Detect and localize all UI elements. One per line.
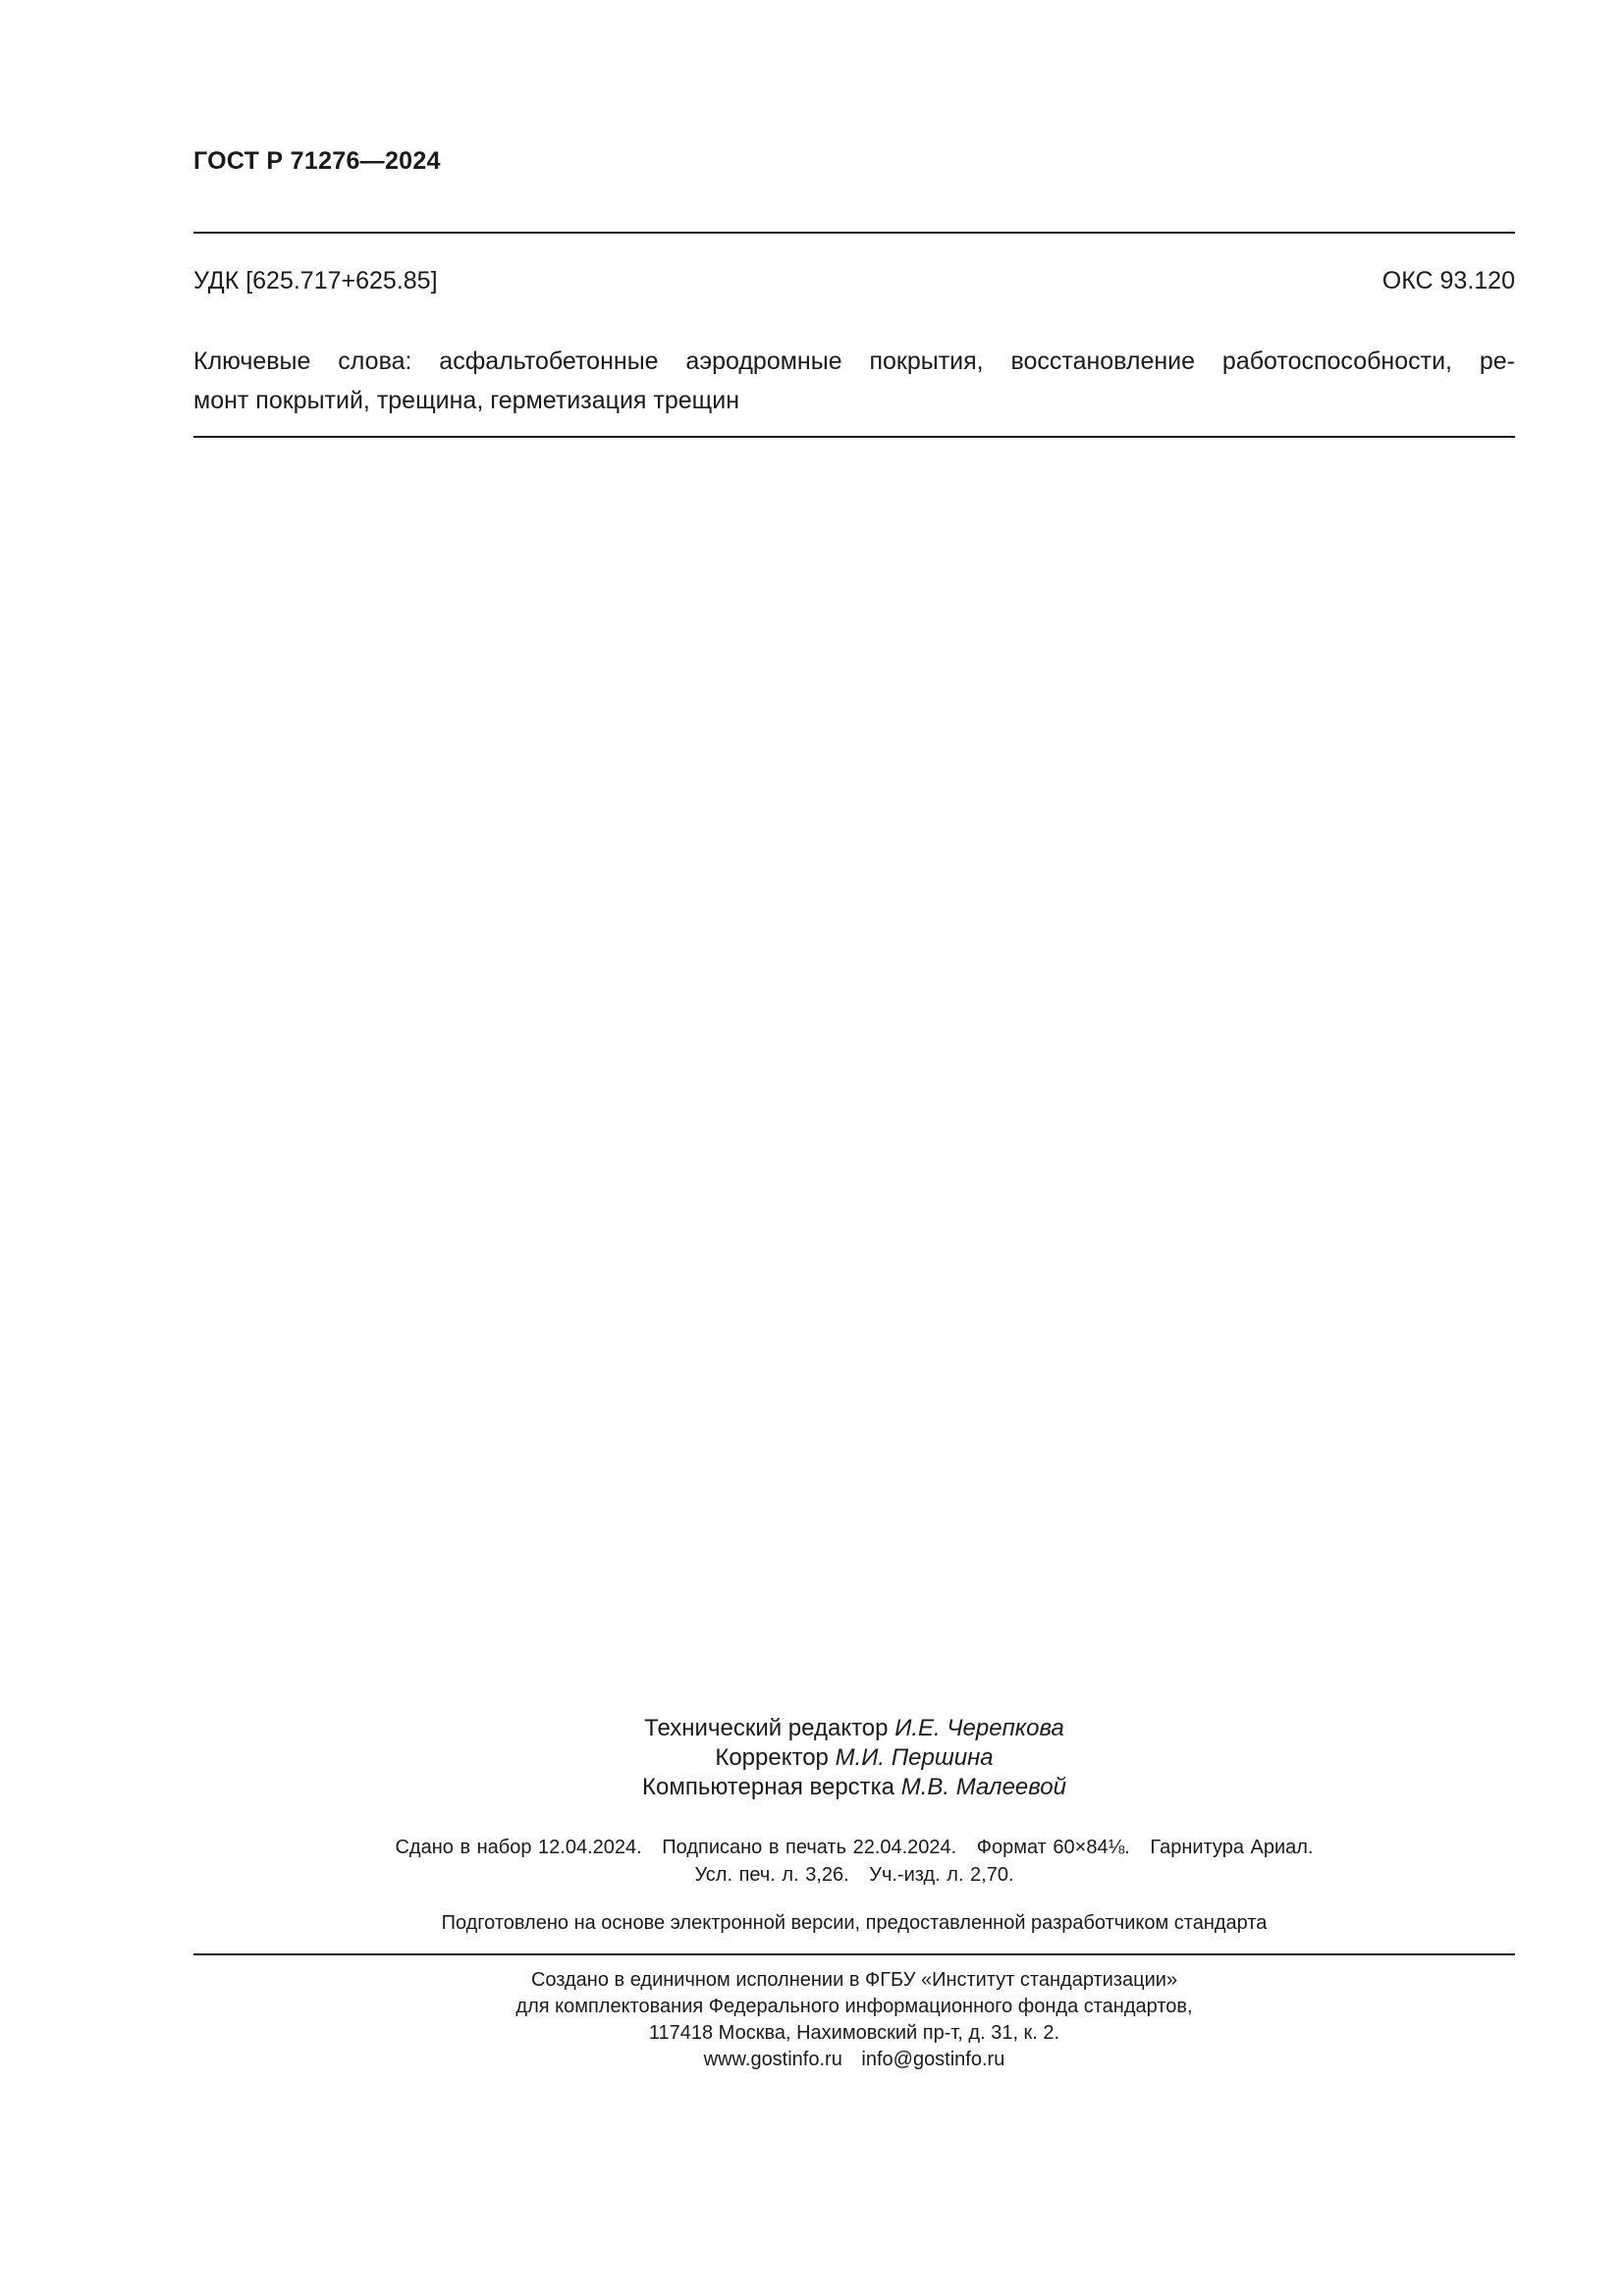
print-info-line-2 <box>193 1861 1515 1889</box>
keywords-block <box>193 342 1515 420</box>
corrector-name: М.И. Першина <box>835 1744 994 1771</box>
website-link[interactable]: www.gostinfo.ru <box>703 2049 842 2070</box>
signed-date: Подписано в печать 22.04.2024. <box>662 1837 957 1858</box>
oks-code: ОКС 93.120 <box>1381 267 1515 294</box>
tech-editor-name: И.Е. Черепкова <box>894 1715 1064 1741</box>
footer-line-1: Создано в единичном исполнении в ФГБУ «Институт стандартизации» <box>530 1969 1178 1991</box>
print-info-block <box>193 1834 1515 1889</box>
keywords-divider <box>193 436 1515 438</box>
standard-number: ГОСТ Р 71276—2024 <box>193 147 441 175</box>
footer-contacts <box>193 2047 1515 2073</box>
layout-name: М.В. Малеевой <box>900 1774 1066 1800</box>
layout-line <box>193 1773 1515 1802</box>
footer-line-2: для комплектования Федерального информационного фонда стандартов, <box>515 1996 1193 2017</box>
corrector-label: Корректор <box>715 1744 829 1771</box>
keywords-line-1: Ключевые слова: асфальтобетонные аэродромные покрытия, восстановление работоспособности, ре- <box>193 347 1515 375</box>
udk-code: УДК [625.717+625.85] <box>193 267 438 294</box>
print-info-line-1 <box>193 1834 1515 1861</box>
credits-block <box>193 1714 1515 1802</box>
tech-editor-label: Технический редактор <box>644 1715 889 1741</box>
classification-row <box>193 267 1515 295</box>
submitted-date: Сдано в набор 12.04.2024. <box>395 1837 642 1858</box>
print-sheets: Усл. печ. л. 3,26. <box>694 1864 849 1886</box>
typeface: Гарнитура Ариал. <box>1150 1837 1314 1858</box>
prepared-note: Подготовлено на основе электронной версии, предоставленной разработчиком стандарта <box>441 1912 1268 1934</box>
publisher-footer <box>193 1967 1515 2073</box>
keywords-line-2: монт покрытий, трещина, герметизация трещин <box>193 387 739 414</box>
footer-address: 117418 Москва, Нахимовский пр-т, д. 31, к. 2. <box>648 2022 1060 2044</box>
top-divider <box>193 232 1515 234</box>
pub-sheets: Уч.-изд. л. 2,70. <box>869 1864 1014 1886</box>
footer-divider <box>193 1953 1515 1955</box>
corrector-line <box>193 1743 1515 1773</box>
layout-label: Компьютерная верстка <box>642 1774 895 1800</box>
email-link[interactable]: info@gostinfo.ru <box>861 2049 1005 2070</box>
paper-format: Формат 60×84⅛. <box>976 1837 1130 1858</box>
tech-editor-line <box>193 1714 1515 1743</box>
